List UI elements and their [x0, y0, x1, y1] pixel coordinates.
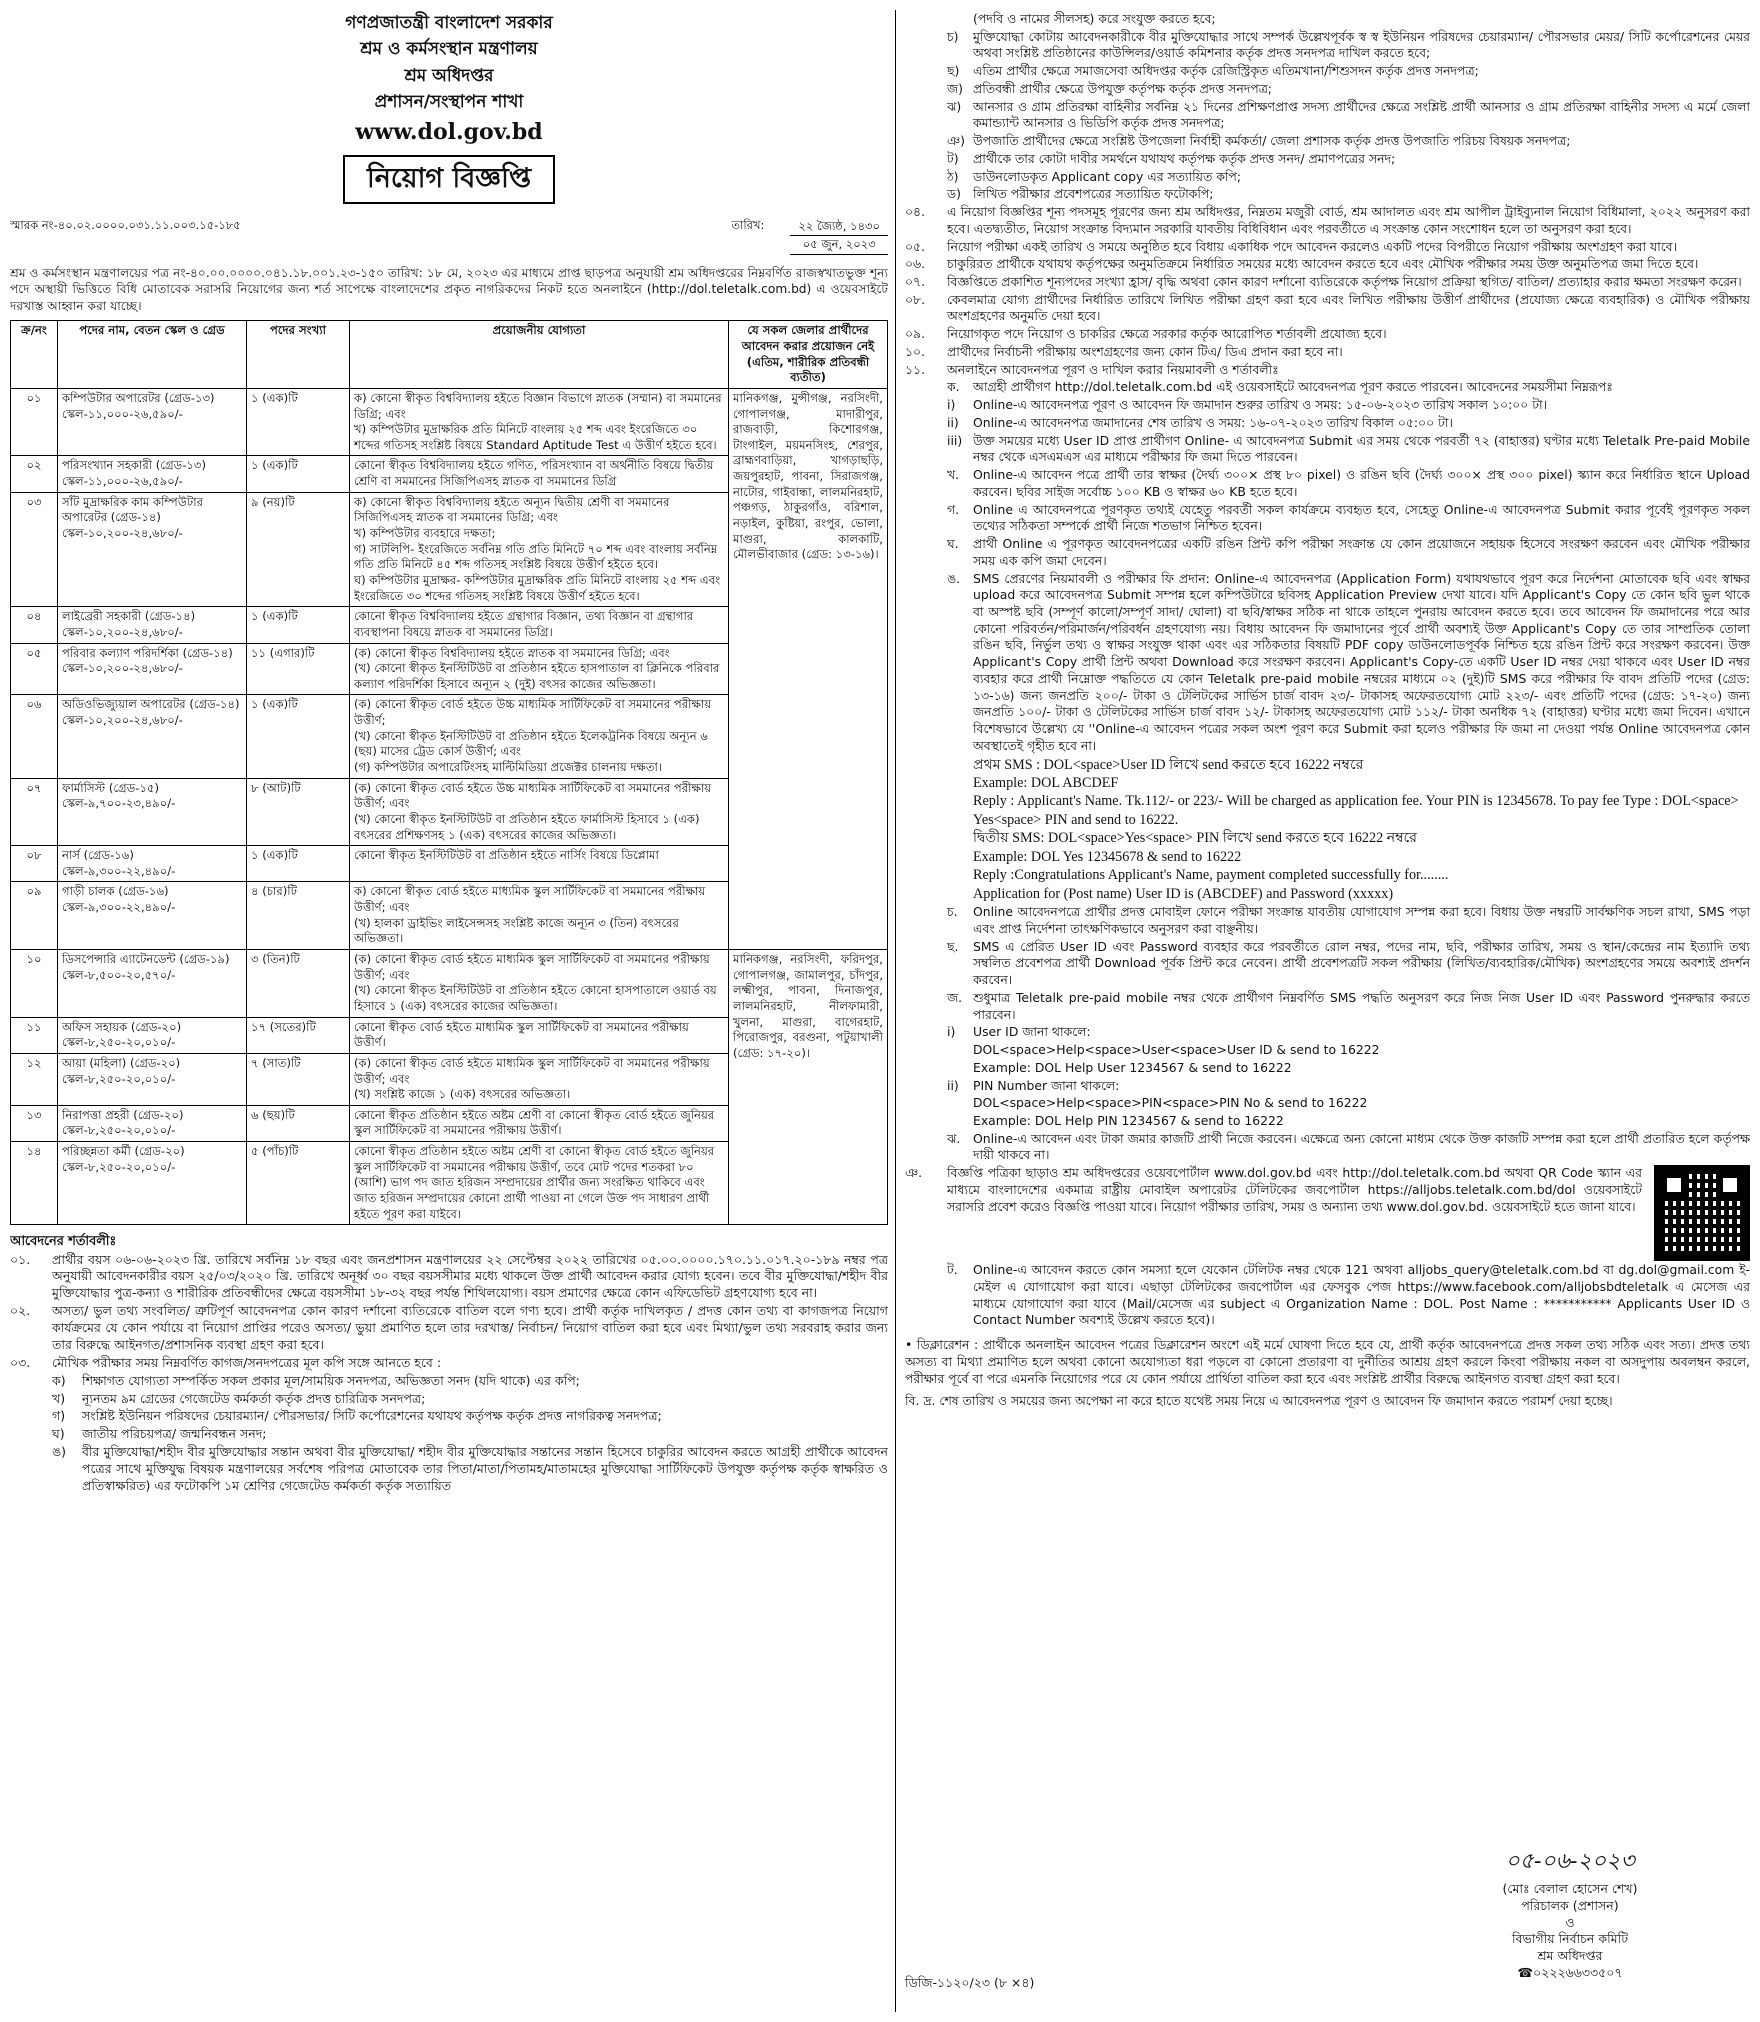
item-text: এতিম প্রার্থীর ক্ষেত্রে সমাজসেবা অধিদপ্তর কর্তৃক রেজিস্ট্রিকৃত এতিমখানা/শিশুসদন কর্তৃক প্রদত্ত সনদপত্র;	[973, 63, 1479, 79]
qualification-line: গ) সাটলিপি- ইংরেজিতে সর্বনিম্ন গতি প্রতি মিনিটে ৭০ শব্দ এবং বাংলায় সর্বনিম্ন গতি প্রতি মিনিটে ৪৫ শব্দ গতিসহ সংশ্লিষ্ট বিষয়ে উত্তীর্ণ হইতে হবে।	[354, 541, 718, 572]
note: বি. দ্র. শেষ তারিখ ও সময়ের জন্য অপেক্ষা না করে হাতে যথেষ্ট সময় নিয়ে এ আবেদনপত্র পূরণ ও আবেদন ফি জমাদান করতে পরামর্শ দেয়া হচ্ছে।	[905, 1393, 1613, 1409]
item-text: শুধুমাত্র Teletalk pre-paid mobile নম্বর থেকে প্রার্থীগণ নিম্নবর্ণিত SMS পদ্ধতি অনুসরণ করে নিজ নিজ User ID এবং Password পুনরুদ্ধার করতে পারবেন।	[973, 989, 1750, 1022]
post-count: ৯ (নয়)টি	[247, 492, 350, 606]
item-number: গ)	[52, 1408, 66, 1424]
list-item	[947, 169, 1750, 186]
ministry-name: শ্রম ও কর্মসংস্থান মন্ত্রণালয়	[360, 39, 538, 60]
list-item	[905, 326, 1750, 343]
signatory-office: শ্রম অধিদপ্তর	[1537, 1948, 1603, 1964]
post-count: ৭ (সাত)টি	[247, 1053, 350, 1105]
intro-paragraph: শ্রম ও কর্মসংস্থান মন্ত্রণালয়ের পত্র নং-৪০.০০.০০০০.০৪১.১৮.০০১.২৩-১৫০ তারিখ: ১৮ মে, ২০২৩ এর মাধ্যমে প্রাপ্ত ছাড়পত্র অনুযায়ী শ্রম অধিদপ্তরের নিম্নবর্ণিত রাজস্বখাতভুক্ত শূন্য পদে অস্থায়ী ভিত্তিতে বিধি মোতাবেক সরাসরি নিয়োগের জন্য শর্ত সাপেক্ষে বাংলাদেশের প্রকৃত নাগরিকদের নিকট হতে অনলাইনে (http://dol.teletalk.com.bd) এ ওয়েবসাইটে দরখাস্ত আহ্বান করা যাচ্ছে।	[10, 265, 888, 313]
post-count: ৬ (ছয়)টি	[247, 1105, 350, 1141]
sms-line: প্রথম SMS : DOL<space>User ID লিখে send করতে হবে 16222 নম্বরে	[973, 756, 1364, 773]
list-item	[947, 433, 1750, 466]
item-number	[947, 1042, 973, 1059]
post-qualification	[350, 1017, 729, 1053]
qualification-line: (ক) কোনো স্বীকৃত বিশ্ববিদ্যালয় হইতে স্নাতক বা সমমানের ডিগ্রি; এবং	[354, 645, 670, 660]
item-text: প্রার্থীর বয়স ০৬-০৬-২০২৩ খ্রি. তারিখে সর্বনিম্ন ১৮ বছর এবং জনপ্রশাসন মন্ত্রণালয়ের ২২ সেপ্টেম্বর ২০২২ তারিখের ০৫.০০.০০০০.১৭০.১১.০১৭.২০-১৮৯ নম্বর পত্র অনুযায়ী আবেদনকারীর বয়স ২৫/০৩/২০২০ খ্রি. তারিখে অনূর্ধ্ব ৩০ বছর বয়সসীমার মধ্যে থাকলে উক্ত প্রার্থী আবেদন করার যোগ্য হবেন। তবে বীর মুক্তিযোদ্ধা/শহীদ বীর মুক্তিযোদ্ধার পুত্র-কন্যা ও শারীরিক প্রতিবন্ধীদের ক্ষেত্রে বয়সসীমা ১৮-৩২ বছর পর্যন্ত শিথিলযোগ্য। বয়স প্রমাণের ক্ষেত্রে কোন এফিডেভিট গ্রহণযোগ্য হবে না।	[52, 1251, 888, 1301]
post-qualification	[350, 492, 729, 606]
item-text: আগ্রহী প্রার্থীগণ http://dol.teletalk.com.bd এই ওয়েবসাইটে আবেদনপত্র পূরণ করতে পারবেন। আবেদনের সময়সীমা নিম্নরূপঃ	[973, 379, 1613, 395]
item-number: ০৪.	[905, 204, 926, 220]
item-number: ছ.	[947, 938, 959, 954]
conditions-title: আবেদনের শর্তাবলীঃ	[10, 1234, 117, 1250]
post-serial: ০৪	[11, 607, 58, 643]
item-number: গ.	[947, 501, 960, 517]
item-text: প্রতিবন্ধী প্রার্থীর ক্ষেত্রে উপযুক্ত কর্তৃপক্ষ কর্তৃক প্রদত্ত সনদপত্র;	[973, 80, 1272, 96]
item-number: ০৬.	[905, 256, 926, 272]
post-serial: ০৫	[11, 643, 58, 695]
recovery-instructions	[905, 1024, 1750, 1129]
sms-line: Reply : Applicant's Name. Tk.112/- or 223/- Will be charged as application fee. Your PIN is 12345678. To pay fee Type : DOL<space> Yes<space> PIN and send to 16222.	[973, 793, 1739, 828]
post-name: অডিওভিজ্যুয়াল অপারেটর (গ্রেড-১৪) স্কেল-১০,২০০-২৪,৬৮০/-	[58, 695, 247, 778]
item-number	[947, 1095, 973, 1112]
qualification-line: খ) কম্পিউটার মুদ্রাক্ষরিক প্রতি মিনিটে বাংলায় ২৫ শব্দ এবং ইংরেজিতে ৩০ শব্দের গতিসহ সংশ্লিষ্ট বিষয়ে Standard Aptitude Test এ উত্তীর্ণ হইতে হবে।	[354, 422, 717, 452]
item-text: সংশ্লিষ্ট ইউনিয়ন পরিষদের চেয়ারম্যান/ পৌরসভার/ সিটি কর্পোরেশনের যথাযথ কর্তৃপক্ষ কর্তৃক প্রদত্ত নাগরিকত্ব সনদপত্র;	[82, 1408, 662, 1424]
signatory-committee: বিভাগীয় নির্বাচন কমিটি	[1511, 1931, 1629, 1947]
signatory-phone: ☎০২২২৬৬৩৩৫০৭	[1517, 1965, 1623, 1981]
item-text: কেবলমাত্র যোগ্য প্রার্থীদের নির্ধারিত তারিখে লিখিত পরীক্ষা গ্রহণ করা হবে এবং লিখিত পরীক্ষায় উত্তীর্ণ প্রার্থীদের (প্রযোজ্য ক্ষেত্রে ব্যবহারিক) ও মৌখিক পরীক্ষায় অংশগ্রহণের অনুমতি দেয়া হবে।	[947, 291, 1750, 324]
item-number: খ.	[947, 467, 960, 483]
item-number	[947, 1060, 973, 1077]
post-qualification	[350, 882, 729, 950]
conditions-list	[10, 1252, 888, 1372]
item-text: আনসার ও গ্রাম প্রতিরক্ষা বাহিনীর সর্বনিম্ন ২১ দিনের প্রশিক্ষণপ্রাপ্ত সদস্য প্রার্থীদের ক্ষেত্রে সংশ্লিষ্ট প্রার্থী আনসার ও গ্রাম প্রতিরক্ষা বাহিনীর সদস্য এ মর্মে জেলা কমান্ড্যান্ট আনসার ও ভিডিপি কর্তৃক প্রদত্ত সনদপত্র;	[973, 98, 1750, 131]
date-bangla: ২২ জ্যৈষ্ঠ, ১৪৩০	[790, 218, 888, 237]
item-number: ঠ)	[947, 168, 959, 184]
item-text: DOL<space>Help<space>User<space>User ID & send to 16222	[973, 1042, 1380, 1058]
qualification-line: (ক) কোনো স্বীকৃত বোর্ড হইতে উচ্চ মাধ্যমিক সার্টিফিকেট বা সমমানের পরীক্ষায় উত্তীর্ণ; এবং	[354, 780, 712, 811]
list-item	[947, 1024, 1750, 1041]
item-number: ০২.	[10, 1303, 31, 1319]
item-number: ঝ)	[947, 98, 962, 114]
list-item	[947, 1042, 1750, 1059]
item-number: ০১.	[10, 1251, 31, 1267]
item-text: উপজাতি প্রার্থীদের ক্ষেত্রে সংশ্লিষ্ট উপজেলা নির্বাহী কর্মকর্তা/ জেলা প্রশাসক কর্তৃক প্রদত্ত উপজাতি পরিচয় বিষয়ক সনদপত্র;	[973, 133, 1571, 149]
post-count: ১ (এক)টি	[247, 846, 350, 882]
post-serial: ১২	[11, 1053, 58, 1105]
list-item	[947, 397, 1750, 414]
post-count: ১ (এক)টি	[247, 388, 350, 456]
qualification-line: কোনো স্বীকৃত ইনস্টিটিউট বা প্রতিষ্ঠান হইতে নার্সিং বিষয়ে ডিপ্লোমা	[354, 848, 659, 863]
qr-code-icon[interactable]	[1654, 1165, 1750, 1261]
item-number: ii)	[947, 1077, 959, 1093]
left-column	[10, 10, 888, 2012]
list-item	[947, 536, 1750, 569]
item-text: নিয়োগকৃত পদে নিয়োগ ও চাকরির ক্ষেত্রে সরকার কর্তৃক আরোপিত শর্তাবলী প্রযোজ্য হবে।	[947, 326, 1387, 342]
post-serial: ১৪	[11, 1142, 58, 1225]
qualification-line: (খ) হালকা ড্রাইভিং লাইসেন্সসহ সংশ্লিষ্ট কাজে অন্যূন ৩ (তিন) বৎসরের অভিজ্ঞতা।	[354, 915, 679, 946]
list-item	[905, 256, 1750, 273]
post-name: নার্স (গ্রেড-১৬) স্কেল-৯,৩০০-২২,৪৯০/-	[58, 846, 247, 882]
post-qualification	[350, 950, 729, 1018]
item-text: Online-এ আবেদন পত্রে প্রার্থী তার স্বাক্ষর (দৈর্ঘ্য ৩০০× প্রস্থ ৮০ pixel) ও রঙিন ছবি (দৈর্ঘ্য ৩০০× প্রস্থ ৩০০ pixel) স্ক্যান করে নির্ধারিত স্থানে Upload করবেন। ছবির সাইজ সর্বোচ্চ ১০০ KB ও স্বাক্ষর ৬০ KB হতে হবে।	[973, 467, 1750, 499]
qualification-line: ক) কোনো স্বীকৃত বোর্ড হইতে মাধ্যমিক স্কুল সার্টিফিকেট বা সমমানের পরীক্ষায় উত্তীর্ণ; এবং	[354, 884, 706, 915]
list-item	[947, 1060, 1750, 1077]
post-qualification	[350, 778, 729, 846]
online-instructions-list-4	[905, 1262, 1750, 1329]
item-text: Online-এ আবেদনপত্র জমাদানের শেষ তারিখ ও সময়: ১৬-০৭-২০২৩ তারিখ বিকাল ০৫:০০ টা।	[973, 414, 1453, 430]
memo-ref: স্মারক নং-৪০.০২.০০০০.০৩১.১১.০০৩.১৫-১৮৫	[10, 217, 241, 232]
sms-line: Example: DOL Yes 12345678 & send to 16222	[973, 848, 1242, 865]
post-count: ১ (এক)টি	[247, 607, 350, 643]
item-number: ঙ.	[947, 570, 961, 586]
list-item	[947, 186, 1750, 203]
branch-name: প্রশাসন/সংস্থাপন শাখা	[374, 92, 524, 113]
table-row	[11, 950, 888, 1018]
item-text: লিখিত পরীক্ষার প্রবেশপত্রের সত্যায়িত ফটোকপি;	[973, 186, 1214, 202]
item-text: প্রার্থীদের নির্বাচনী পরীক্ষায় অংশগ্রহণের জন্য কোন টিএ/ ডিএ প্রদান করা হবে না।	[947, 343, 1343, 359]
post-name: আয়া (মহিলা) (গ্রেড-২০) স্কেল-৮,২৫০-২০,০১০/-	[58, 1053, 247, 1105]
post-name: লাইব্রেরী সহকারী (গ্রেড-১৪) স্কেল-১০,২০০-২৪,৬৮০/-	[58, 607, 247, 643]
col-header-districts: যে সকল জেলার প্রার্থীদের আবেদন করার প্রয়োজন নেই (এতিম, শারীরিক প্রতিবন্ধী ব্যতীত)	[729, 321, 888, 389]
list-item	[947, 29, 1750, 62]
qualification-line: কোনো স্বীকৃত প্রতিষ্ঠান হইতে অষ্টম শ্রেণী বা কোনো স্বীকৃত বোর্ড হইতে জুনিয়র স্কুল সার্টিফিকেট বা সমমানের পরীক্ষায় উত্তীর্ণ, তবে মোট পদের শতকরা ৮০ (আশি) ভাগ পদ জাত হরিজন সম্প্রদায়ের প্রার্থীর জন্য সংরক্ষিত থাকিবে এবং জাত হরিজন সম্প্রদায়ের কোনো প্রার্থী পাওয়া না গেলে উক্ত পদ সাধারণ প্রার্থী হইতে পূরণ করা যাইবে।	[354, 1144, 715, 1221]
list-item	[52, 1426, 888, 1443]
post-qualification	[350, 456, 729, 492]
item-text: SMS এ প্রেরিত User ID এবং Password ব্যবহার করে পরবর্তীতে রোল নম্বর, পদের নাম, ছবি, পরীক্ষার তারিখ, সময় ও স্থান/কেন্দ্রের নাম ইত্যাদি তথ্য সম্বলিত প্রবেশপত্র প্রার্থী Download পূর্বক প্রিন্ট করে নেবেন। প্রার্থী প্রবেশপত্রটি সকল পরীক্ষায় (লিখিত/ব্যবহারিক/মৌখিক) অংশগ্রহণের সময়ে অবশ্যই প্রদর্শন করবেন।	[973, 938, 1750, 988]
sms-line: দ্বিতীয় SMS: DOL<space>Yes<space> PIN লিখে send করতে হবে 16222 নম্বরে	[973, 830, 1418, 847]
col-header-qualification: প্রয়োজনীয় যোগ্যতা	[350, 321, 729, 389]
qualification-line: কোনো স্বীকৃত বিশ্ববিদ্যালয় হইতে গণিত, পরিসংখ্যান বা অর্থনীতি বিষয়ে দ্বিতীয় শ্রেণি বা সমমানের সিজিপিএসহ স্নাতক বা সমমানের ডিগ্রি	[354, 458, 714, 489]
memo-line	[10, 218, 888, 255]
post-name: নিরাপত্তা প্রহরী (গ্রেড-২০) স্কেল-৮,২৫০-২০,০১০/-	[58, 1105, 247, 1141]
posts-table-body	[11, 388, 888, 1224]
item-number: ০৫.	[905, 238, 926, 254]
list-item	[947, 571, 1750, 755]
item-number: ক)	[52, 1372, 66, 1388]
qualification-line: (খ) সংশ্লিষ্ট কাজে ১ (এক) বৎসরের অভিজ্ঞতা।	[354, 1087, 571, 1102]
list-item	[947, 467, 1750, 500]
letterhead	[10, 10, 888, 204]
item-number	[947, 11, 973, 28]
declaration: • ডিক্লারেশন : প্রার্থীকে অনলাইন আবেদন পত্রের ডিক্লারেশন অংশে এই মর্মে ঘোষণা দিতে হবে যে, প্রার্থী কর্তৃক আবেদনপত্রে প্রদত্ত সকল তথ্য সঠিক এবং সত্য। প্রদত্ত তথ্য অসত্য বা মিথ্যা প্রমাণিত হলে অথবা কোনো অযোগ্যতা ধরা পড়লে বা কোনো প্রতারণা বা দুর্নীতির আশ্রয় গ্রহণ করলে কিংবা পরীক্ষায় নকল বা অসদুপায় অবলম্বন করলে, পরীক্ষার পূর্বে বা পরে এমনকি নিয়োগের পরে যে কোন পর্যায়ে প্রার্থিতা বাতিল করা হবে এবং সংশ্লিষ্ট প্রার্থীর বিরুদ্ধে আইনগত ব্যবস্থা গ্রহণ করা হবে।	[905, 1337, 1750, 1386]
post-qualification	[350, 695, 729, 778]
qualification-line: (খ) কোনো স্বীকৃত ইনস্টিটিউট বা প্রতিষ্ঠান হইতে কোনো হাসপাতালে ওয়ার্ড বয় হিসাবে ১ (এক) বৎসরের কাজের অভিজ্ঞতা।	[354, 983, 717, 1013]
item-text: অনলাইনে আবেদনপত্র পূরণ ও দাখিল করার নিয়মাবলী ও শর্তাবলীঃ	[947, 361, 1279, 377]
document-sublist	[905, 11, 1750, 203]
item-number: ঝ.	[947, 1130, 961, 1146]
list-item	[52, 1444, 888, 1495]
post-qualification	[350, 643, 729, 695]
item-text: মৌখিক পরীক্ষার সময় নিম্নবর্ণিত কাগজ/সনদপত্রের মূল কপি সঙ্গে আনতে হবে :	[52, 1354, 442, 1370]
qr-info-item: ঞ. বিজ্ঞপ্তি পত্রিকা ছাড়াও শ্রম অধিদপ্তরের ওয়েবপোর্টাল www.dol.gov.bd এবং http://dol.teletalk.com.bd অথবা QR Code স্ক্যান এর মাধ্যমে বাংলাদেশের একমাত্র রাষ্ট্রীয় মোবাইল অপারেটর টেলিটকের জবপোর্টাল https://alljobs.teletalk.com.bd/dol ওয়েবসাইটে সরাসরি প্রবেশ করেও বিজ্ঞপ্তি পাওয়া যাবে। নিয়োগ পরীক্ষার তারিখ, সময় ও অন্যান্য তথ্য www.dol.gov.bd. ওয়েবসাইটে হতে জানা যাবে।	[905, 1165, 1750, 1261]
post-qualification	[350, 1142, 729, 1225]
item-text: প্রার্থী Online এ পূরণকৃত আবেদনপত্রের একটি রঙিন প্রিন্ট কপি পরীক্ষা সংক্রান্ত যে কোন প্রয়োজনে সহায়ক হিসেবে সংরক্ষণ করবেন এবং মৌখিক পরীক্ষার সময় এক কপি জমা দেবেন।	[973, 536, 1750, 568]
item-number: ১০.	[905, 343, 926, 359]
post-serial: ০৩	[11, 492, 58, 606]
post-serial: ০২	[11, 456, 58, 492]
item-number: ছ)	[947, 63, 960, 79]
date-english: ০৫ জুন, ২০২৩	[790, 236, 888, 255]
list-item	[10, 1303, 888, 1354]
signatory-role: পরিচালক (প্রশাসন)	[1521, 1897, 1619, 1913]
list-item	[947, 151, 1750, 168]
item-number: ii)	[947, 414, 959, 430]
item-text: Example: DOL Help User 1234567 & send to 16222	[973, 1059, 1292, 1075]
list-item	[10, 1252, 888, 1303]
item-text: User ID জানা থাকলে:	[973, 1024, 1091, 1040]
qr-info-text: বিজ্ঞপ্তি পত্রিকা ছাড়াও শ্রম অধিদপ্তরের ওয়েবপোর্টাল www.dol.gov.bd এবং http://dol.teletalk.com.bd অথবা QR Code স্ক্যান এর মাধ্যমে বাংলাদেশের একমাত্র রাষ্ট্রীয় মোবাইল অপারেটর টেলিটকের জবপোর্টাল https://alljobs.teletalk.com.bd/dol ওয়েবসাইটে সরাসরি প্রবেশ করেও বিজ্ঞপ্তি পাওয়া যাবে। নিয়োগ পরীক্ষার তারিখ, সময় ও অন্যান্য তথ্য www.dol.gov.bd. ওয়েবসাইটে হতে জানা যাবে।	[947, 1165, 1642, 1214]
qualification-line: ক) কোনো স্বীকৃত বিশ্ববিদ্যালয় হইতে বিজ্ঞান বিভাগে স্নাতক (সম্মান) বা সমমানের ডিগ্রি; এবং	[354, 390, 722, 421]
department-name: শ্রম অধিদপ্তর	[404, 65, 494, 86]
post-serial: ০৭	[11, 778, 58, 846]
post-qualification	[350, 388, 729, 456]
item-number: ঘ.	[947, 536, 959, 552]
conditions-sublist	[10, 1373, 888, 1495]
post-serial: ০৯	[11, 882, 58, 950]
sms-line: Example: DOL ABCDEF	[973, 775, 1119, 792]
list-item	[10, 1355, 888, 1372]
general-conditions-list	[905, 204, 1750, 378]
item-number: ঙ)	[52, 1444, 67, 1460]
item-number: ক.	[947, 379, 960, 395]
govt-name: গণপ্রজাতন্ত্রী বাংলাদেশ সরকার	[345, 13, 553, 33]
item-text: উক্ত সময়ের মধ্যে User ID প্রাপ্ত প্রার্থীগণ Online- এ আবেদনপত্র Submit এর সময় থেকে পরবর্তী ৭২ (বাহাত্তর) ঘণ্টার মধ্যে Teletalk Pre-paid Mobile নম্বর থেকে এসএমএস এর মাধ্যমে পরীক্ষার ফি জমা দিতে পারবেন।	[973, 432, 1750, 465]
item-number: ট.	[947, 1262, 958, 1278]
item-number: ০৯.	[905, 326, 926, 342]
list-item	[905, 204, 1750, 237]
list-item	[905, 274, 1750, 291]
qualification-line: খ) কম্পিউটার ব্যবহারে দক্ষতা;	[354, 526, 496, 541]
item-number: ঞ)	[947, 133, 965, 149]
list-item	[905, 239, 1750, 256]
item-text: অসত্য/ ভুল তথ্য সংবলিত/ ত্রুটিপূর্ণ আবেদনপত্র কোন কারণ দর্শানো ব্যতিরেকে বাতিল বলে গণ্য হবে। প্রার্থী কর্তৃক দাখিলকৃত / প্রদত্ত কোন তথ্য বা কাগজপত্র নিয়োগ কার্যক্রমের যে কোন পর্যায়ে বা নিয়োগ প্রাপ্তির পরেও অসত্য/ ভুয়া প্রমাণিত হলে তার দরখাস্ত/ নির্বাচন/ নিয়োগ বাতিল করা হবে এবং মিথ্যা/ভুল তথ্য সরবরাহ করার জন্য তার বিরুদ্ধে আইনগত/প্রশাসনিক ব্যবস্থা গ্রহণ করা হবে।	[52, 1303, 888, 1352]
page-title: নিয়োগ বিজ্ঞপ্তি	[343, 155, 555, 203]
qualification-line: (খ) কোনো স্বীকৃত ইনস্টিটিউট বা প্রতিষ্ঠান হইতে ইলেকট্রনিক বিষয়ে অন্যূন ৬ (ছয়) মাসের ট্রেড কোর্স উত্তীর্ণ; এবং	[354, 728, 708, 759]
column-divider	[895, 10, 896, 2012]
signature: ০৫-০৬-২০২৩	[1505, 1848, 1635, 1874]
item-text: প্রার্থীকে তার কোটা দাবীর সমর্থনে যথাযথ কর্তৃপক্ষ কর্তৃক প্রদত্ত সনদ/ প্রমাণপত্রের সনদ;	[973, 150, 1396, 166]
item-text: Example: DOL Help PIN 1234567 & send to 16222	[973, 1113, 1284, 1129]
list-item	[905, 362, 1750, 379]
signature-block	[1420, 1847, 1720, 1982]
list-item	[947, 502, 1750, 535]
list-item	[947, 1113, 1750, 1130]
table-header-row	[11, 321, 888, 389]
dfp-memo-code: ডিজি-১১২০/২৩ (৮ ×৪)	[905, 1975, 1035, 1991]
sms-line: Reply :Congratulations Applicant's Name, payment completed successfully for........	[973, 867, 1449, 884]
sms-line: Application for (Post name) User ID is (ABCDEF) and Password (xxxxx)	[973, 885, 1394, 902]
post-serial: ০৮	[11, 846, 58, 882]
online-instructions-list-2	[905, 904, 1750, 1023]
item-text: Online-এ আবেদনপত্র পূরণ ও আবেদন ফি জমাদান শুরুর তারিখ ও সময়: ১৫-০৬-২০২৩ তারিখ সকাল ১০:০০ টা।	[973, 397, 1548, 413]
post-name: পরিচ্ছন্নতা কর্মী (গ্রেড-২০) স্কেল-৮,২৫০-২০,০১০/-	[58, 1142, 247, 1225]
post-count: ৩ (তিন)টি	[247, 950, 350, 1018]
list-item	[947, 379, 1750, 396]
qualification-line: (খ) কোনো স্বীকৃত ইনস্টিটিউট বা প্রতিষ্ঠান হইতে হাসপাতাল বা ক্লিনিকে পরিবার কল্যাণ পরিদর্শিকা হিসাবে অন্যূন ২ (দুই) বৎসর কাজের অভিজ্ঞতা।	[354, 661, 720, 691]
list-item	[947, 1095, 1750, 1112]
item-number: খ)	[52, 1390, 66, 1406]
list-item	[947, 904, 1750, 937]
qualification-line: (ক) কোনো স্বীকৃত বোর্ড হইতে মাধ্যমিক স্কুল সার্টিফিকেট বা সমমানের পরীক্ষায় উত্তীর্ণ; এবং	[354, 1055, 710, 1086]
item-number: চ.	[947, 904, 958, 920]
item-number: ০৩.	[10, 1354, 31, 1370]
post-count: ৮ (আট)টি	[247, 778, 350, 846]
list-item	[905, 344, 1750, 361]
qualification-line: (ক) কোনো স্বীকৃত বোর্ড হইতে উচ্চ মাধ্যমিক সার্টিফিকেট বা সমমানের পরীক্ষায় উত্তীর্ণ;	[354, 697, 712, 728]
post-qualification	[350, 1105, 729, 1141]
post-serial: ১৩	[11, 1105, 58, 1141]
list-item	[947, 1262, 1750, 1329]
item-number: ঘ)	[52, 1426, 65, 1442]
list-item	[52, 1391, 888, 1408]
item-text: (পদবি ও নামের সীলসহ) করে সংযুক্ত করতে হবে;	[973, 11, 1216, 26]
qualification-line: কোনো স্বীকৃত প্রতিষ্ঠান হইতে অষ্টম শ্রেণী বা কোনো স্বীকৃত বোর্ড হইতে জুনিয়র স্কুল সার্টিফিকেট বা সমমানের পরীক্ষায় উত্তীর্ণ।	[354, 1107, 715, 1138]
post-qualification	[350, 846, 729, 882]
signatory-and: ও	[1565, 1914, 1575, 1930]
qualification-line: ক) কোনো স্বীকৃত বিশ্ববিদ্যালয় হইতে অন্যূন দ্বিতীয় শ্রেণী বা সমমানের সিজিপিএসহ স্নাতক বা সমমানের ডিগ্রি; এবং	[354, 494, 670, 525]
post-serial: ০৬	[11, 695, 58, 778]
posts-table	[10, 320, 888, 1225]
item-number: ০৮.	[905, 291, 926, 307]
item-text: Online-এ আবেদন এবং টাকা জমার কাজটি প্রার্থী নিজে করবেন। এক্ষেত্রে অন্য কোনো মাধ্যম থেকে উক্ত কাজটি সম্পন্ন করা হলে প্রার্থী প্রতারিত হলে কর্তৃপক্ষ দায়ী থাকবে না।	[973, 1130, 1750, 1163]
item-number: ট)	[947, 150, 959, 166]
post-name: সাঁট মুদ্রাক্ষরিক কাম কম্পিউটার অপারেটর (গ্রেড-১৪) স্কেল-১০,২০০-২৪,৬৮০/-	[58, 492, 247, 606]
table-row	[11, 388, 888, 456]
list-item	[947, 81, 1750, 98]
item-text: Online এ আবেদনপত্রে পূরণকৃত তথ্যই যেহেতু পরবর্তী সকল কার্যক্রমে ব্যবহৃত হবে, সেহেতু Online-এ আবেদনপত্র Submit করার পূর্বেই পূরণকৃত সকল তথ্যের সঠিকতা সম্পর্কে প্রার্থী নিজে শতভাগ নিশ্চিত হবেন।	[973, 501, 1750, 534]
post-count: ১ (এক)টি	[247, 456, 350, 492]
list-item	[947, 415, 1750, 432]
post-name: কম্পিউটার অপারেটর (গ্রেড-১৩) স্কেল-১১,০০০-২৬,৫৯০/-	[58, 388, 247, 456]
qualification-line: (ক) কোনো স্বীকৃত বোর্ড হইতে মাধ্যমিক স্কুল সার্টিফিকেট বা সমমানের পরীক্ষায় উত্তীর্ণ; এবং	[354, 952, 710, 982]
post-serial: ১০	[11, 950, 58, 1018]
list-item	[52, 1373, 888, 1390]
item-number: ০৭.	[905, 274, 926, 290]
col-header-count: পদের সংখ্যা	[247, 321, 350, 389]
item-number: চ)	[947, 28, 959, 44]
qualification-line: (গ) কম্পিউটার অপারেটিংসহ মাল্টিমিডিয়া প্রজেক্টর চালনায় দক্ষতা।	[354, 760, 663, 774]
item-text: বিজ্ঞপ্তিতে প্রকাশিত শূন্যপদের সংখ্যা হ্রাস/ বৃদ্ধি অথবা কোন কারণ দর্শানো ব্যতিরেকে কর্তৃপক্ষ নিয়োগ প্রক্রিয়া স্থগিত/ বাতিল/ প্রত্যাহার করার ক্ষমতা সংরক্ষণ করেন।	[947, 274, 1742, 290]
item-text: জাতীয় পরিচয়পত্র/ জন্মনিবন্ধন সনদ;	[82, 1426, 267, 1442]
col-header-post: পদের নাম, বেতন স্কেল ও গ্রেড	[58, 321, 247, 389]
post-serial: ১১	[11, 1017, 58, 1053]
list-item	[52, 1408, 888, 1425]
item-text: ডাউনলোডকৃত Applicant copy এর সত্যায়িত কপি;	[973, 168, 1241, 184]
post-name: ডিসপেন্সারি এ্যাটেনডেন্ট (গ্রেড-১৯) স্কেল-৮,৫০০-২০,৫৭০/-	[58, 950, 247, 1018]
excluded-districts-17-20: মানিকগঞ্জ, নরসিংদী, ফরিদপুর, গোপালগঞ্জ, জামালপুর, চাঁদপুর, লক্ষ্মীপুর, পাবনা, দিনাজপুর, লালমনিরহাট, নীলফামারী, খুলনা, মাগুরা, বাগেরহাট, পিরোজপুর, বরগুনা, পটুয়াখালী (গ্রেড: ১৭-২০)।	[729, 950, 888, 1225]
website: www.dol.gov.bd	[355, 119, 543, 146]
item-text: নিয়োগ পরীক্ষা একই তারিখ ও সময়ে অনুষ্ঠিত হবে বিধায় একাধিক পদে আবেদন করলেও একটি পদের বিপরীতে নিয়োগ পরীক্ষায় অংশগ্রহণ করা যাবে।	[947, 238, 1678, 254]
item-text: SMS প্রেরণের নিয়মাবলী ও পরীক্ষার ফি প্রদান: Online-এ আবেদনপত্র (Application Form) যথাযথভাবে পূরণ করে নির্দেশনা মোতাবেক ছবি এবং স্বাক্ষর upload করে আবেদনপত্র Submit সম্পন্ন হলে কম্পিউটারে ছবিসহ Application Preview দেখা যাবে। যদি Applicant's Copy তে কোন ছবি ভুল থাকে বা অস্পষ্ট ছবি (সম্পূর্ণ কালো/সম্পূর্ণ সাদা/ ঘোলা) বা ছবি/স্বাক্ষর সঠিক না থাকে তাহলে পুনরায় আবেদন করতে হবে। তবে আবেদন ফি জমাদানের পরে আর কোনো পরিবর্তন/পরিমার্জন/পরিবর্ধন গ্রহণযোগ্য নয়। বিধায় আবেদন ফি জমাদানের পূর্বে প্রার্থী অবশ্যই উক্ত Applicant's Copy তে তার সাম্প্রতিক তোলা রঙিন ছবি, নির্ভুল তথ্য ও স্বাক্ষর সংযুক্ত থাকা এবং এর সঠিকতার বিষয়টি PDF copy ডাউনলোডপূর্বক নিশ্চিত হয়ে রঙিন প্রিন্ট করে সংরক্ষণ করবেন। উক্ত Applicant's Copy প্রার্থী প্রিন্ট অথবা Download করে সংরক্ষণ করবেন। Applicant's Copy-তে একটি User ID নম্বর দেয়া থাকবে এবং User ID নম্বর ব্যবহার করে প্রার্থী নিম্নোক্ত পদ্ধতিতে যে কোন Teletalk pre-paid mobile নম্বরের মাধ্যমে ০২ (দুই)টি SMS করে পরীক্ষার ফি বাবদ প্রতিটি পদের (গ্রেড: ১৩-১৬) জন্য জনপ্রতি ২০০/- টাকা ও টেলিটকের সার্ভিস চার্জ বাবদ ২৩/- টাকাসহ অফেরতযোগ্য মোট ২২৩/- এবং প্রতিটি পদের (গ্রেড: ১৭-২০) জন্য জনপ্রতি ১০০/- টাকা ও টেলিটকের সার্ভিস চার্জ বাবদ ১২/- টাকাসহ অফেরতযোগ্য মোট ১১২/- টাকা অনধিক ৭২ (বাহাত্তর) ঘণ্টার মধ্যে জমা দিবেন। এখানে বিশেষভাবে উল্লেখ্য যে ''Online-এ আবেদন পত্রের সকল অংশ পূরণ করে Submit করা হলেও পরীক্ষার ফি জমা না দেওয়া পর্যন্ত Online আবেদনপত্র কোন অবস্থাতেই গৃহীত হবে না।	[973, 570, 1750, 753]
post-name: পরিসংখ্যান সহকারী (গ্রেড-১৩) স্কেল-১১,০০০-২৬,৫৯০/-	[58, 456, 247, 492]
list-item	[947, 990, 1750, 1023]
qualification-line: কোনো স্বীকৃত বিশ্ববিদ্যালয় হইতে গ্রন্থাগার বিজ্ঞান, তথ্য বিজ্ঞান বা গ্রন্থাগার ব্যবস্থাপনা বিষয়ে স্নাতক বা সমমানের ডিগ্রি।	[354, 609, 694, 639]
post-name: গাড়ী চালক (গ্রেড-১৬) স্কেল-৯,৩০০-২২,৪৯০/-	[58, 882, 247, 950]
item-text: ন্যূনতম ৯ম গ্রেডের গেজেটেড কর্মকর্তা কর্তৃক প্রদত্ত চারিত্রিক সনদপত্র;	[82, 1390, 426, 1406]
item-number: ড)	[947, 186, 961, 202]
online-instructions-list	[905, 379, 1750, 754]
post-count: ৫ (পাঁচ)টি	[247, 1142, 350, 1225]
item-number: i)	[947, 397, 956, 413]
item-text: Online আবেদনপত্রে প্রার্থীর প্রদত্ত মোবাইল ফোনে পরীক্ষা সংক্রান্ত যাবতীয় যোগাযোগ সম্পন্ন করা হবে। বিধায় উক্ত নম্বরটি সার্বক্ষণিক সচল রাখা, SMS পড়া এবং প্রাপ্ত নির্দেশনা তাৎক্ষণিকভাবে অনুসরণ করা বাঞ্ছনীয়।	[973, 904, 1750, 936]
memo-date	[731, 218, 888, 255]
post-serial: ০১	[11, 388, 58, 456]
list-item	[947, 1078, 1750, 1095]
post-count: ১১ (এগার)টি	[247, 643, 350, 695]
right-column	[905, 10, 1750, 2012]
item-number: ১১.	[905, 361, 926, 377]
post-count: ১৭ (সতের)টি	[247, 1017, 350, 1053]
item-number	[947, 1113, 973, 1130]
list-item	[947, 939, 1750, 989]
post-qualification	[350, 1053, 729, 1105]
list-item	[947, 1131, 1750, 1164]
qualification-line: ঘ) কম্পিউটার মুদ্রাক্ষর- কম্পিউটার মুদ্রাক্ষরিক প্রতি মিনিটে বাংলায় ২৫ শব্দ এবং ইংরেজিতে ৩০ শব্দের গতিসহ সংশ্লিষ্ট বিষয়ে উত্তীর্ণ হইতে হবে।	[354, 572, 721, 603]
item-number: iii)	[947, 432, 963, 448]
post-count: ১ (এক)টি	[247, 695, 350, 778]
item-text: এ নিয়োগ বিজ্ঞপ্তির শূন্য পদসমূহ পূরণের জন্য শ্রম অধিদপ্তর, নিম্নতম মজুরী বোর্ড, শ্রম আদালত এবং শ্রম আপীল ট্রাইব্যুনাল নিয়োগ বিধিমালা, ২০২২ অনুসরণ করা হবে। এতদ্ব্যতীত, নিয়োগ সংক্রান্ত বিদ্যমান সরকারি যাবতীয় বিধিবিধান এবং পরবর্তীতে এ সংক্রান্ত কোন সংশোধন হলে তা অনুসরণ করা হবে।	[947, 204, 1750, 236]
sms-instructions	[973, 756, 1750, 904]
item-text: Online-এ আবেদন করতে কোন সমস্যা হলে যেকোন টেলিটক নম্বর থেকে 121 অথবা alljobs_query@teletalk.com.bd বা dg.dol@gmail.com ই-মেইল এ যোগাযোগ করা যাবে। এছাড়া টেলিটকের জবপোর্টাল এর ফেসবুক পেজ https://www.facebook.com/alljobsbdteletalk এ মেসেজ এর মাধ্যমে যোগাযোগ করা যাবে (Mail/মেসেজ এর subject এ Organization Name : DOL. Post Name : *********** Applicants User ID ও Contact Number অবশ্যই উল্লেখ করতে হবে)।	[973, 1262, 1750, 1328]
item-text: বীর মুক্তিযোদ্ধা/শহীদ বীর মুক্তিযোদ্ধার সন্তান অথবা বীর মুক্তিযোদ্ধা/ শহীদ বীর মুক্তিযোদ্ধার সন্তানের সন্তান হিসেবে চাকুরির আবেদন করতে আগ্রহী প্রার্থীকে আবেদন পত্রের সাথে মুক্তিযুদ্ধ বিষয়ক মন্ত্রণালয়ের সর্বশেষ পরিপত্র মোতাবেক তার পিতা/মাতা/পিতামহ/মাতামহের মুক্তিযোদ্ধা সার্টিফিকেট উপযুক্ত কর্তৃপক্ষ কর্তৃক স্বাক্ষরিত ও প্রতিস্বাক্ষরিত) এর ফটোকপি ১ম শ্রেণির গেজেটেড কর্মকর্তা কর্তৃক সত্যায়িত	[82, 1444, 888, 1493]
excluded-districts-13-16: মানিকগঞ্জ, মুন্সীগঞ্জ, নরসিংদী, গোপালগঞ্জ, মাদারীপুর, রাজবাড়ী, কিশোরগঞ্জ, টাংগাইল, ময়মনসিংহ, শেরপুর, ব্রাহ্মণবাড়িয়া, খাগড়াছড়ি, জয়পুরহাট, পাবনা, সিরাজগঞ্জ, নাটোর, গাইবান্ধা, লালমনিরহাট, পঞ্চগড়, ঠাকুরগাঁও, বরিশাল, নড়াইল, কুষ্টিয়া, রংপুর, ভোলা, মাগুরা, কালকাটি, মৌলভীবাজার (গ্রেড: ১৩-১৬)।	[729, 388, 888, 949]
list-item	[947, 99, 1750, 132]
item-text: DOL<space>Help<space>PIN<space>PIN No & send to 16222	[973, 1095, 1368, 1111]
item-text: PIN Number জানা থাকলে:	[973, 1077, 1120, 1093]
item-number: i)	[947, 1024, 956, 1040]
post-count: ৪ (চার)টি	[247, 882, 350, 950]
item-number: জ.	[947, 989, 963, 1005]
qualification-line: (খ) কোনো স্বীকৃত ইনস্টিটিউট বা প্রতিষ্ঠান হইতে ফার্মাসিস্ট হিসাবে ১ (এক) বৎসরের প্রশিক্ষণসহ ১ (এক) বৎসরের কাজের অভিজ্ঞতা।	[354, 811, 700, 842]
item-text: চাকুরিরত প্রার্থীকে যথাযথ কর্তৃপক্ষের অনুমতিক্রমে নির্ধারিত সময়ের মধ্যে আবেদন করতে হবে এবং মৌখিক পরীক্ষার সময় উক্ত অনুমতিপত্র জমা দিতে হবে।	[947, 256, 1699, 272]
list-item	[947, 63, 1750, 80]
item-number: জ)	[947, 80, 963, 96]
col-header-serial: ক্র/নং	[11, 321, 58, 389]
qualification-line: কোনো স্বীকৃত বোর্ড হইতে মাধ্যমিক স্কুল সার্টিফিকেট বা সমমানের পরীক্ষায় উত্তীর্ণ।	[354, 1019, 689, 1050]
list-item	[947, 133, 1750, 150]
list-item	[947, 11, 1750, 28]
post-name: অফিস সহায়ক (গ্রেড-২০) স্কেল-৮,২৫০-২০,০১০/-	[58, 1017, 247, 1053]
post-qualification	[350, 607, 729, 643]
list-item	[905, 292, 1750, 325]
post-name: ফার্মাসিস্ট (গ্রেড-১৫) স্কেল-৯,৭০০-২৩,৪৯০/-	[58, 778, 247, 846]
item-text: মুক্তিযোদ্ধা কোটায় আবেদনকারীকে বীর মুক্তিযোদ্ধার সাথে সম্পর্ক উল্লেখপূর্বক স্ব স্ব ইউনিয়ন পরিষদের চেয়ারম্যান/ পৌরসভার মেয়র/ সিটি কর্পোরেশনের মেয়র অথবা সংশ্লিষ্ট প্রতিষ্ঠানের কাউন্সিলর/ওয়ার্ড কমিশনার কর্তৃক প্রদত্ত সনদপত্র দাখিল করতে হবে;	[973, 28, 1750, 61]
item-text: শিক্ষাগত যোগ্যতা সম্পর্কিত সকল প্রকার মূল/সাময়িক সনদপত্র, অভিজ্ঞতা সনদ (যদি থাকে) এর কপি;	[82, 1372, 580, 1388]
signatory-name: (মোঃ বেলাল হোসেন শেখ)	[1502, 1880, 1638, 1896]
online-instructions-list-3	[905, 1131, 1750, 1164]
post-name: পরিবার কল্যাণ পরিদর্শিকা (গ্রেড-১৪) স্কেল-১০,২০০-২৪,৬৮০/-	[58, 643, 247, 695]
date-label: তারিখ:	[731, 217, 765, 232]
